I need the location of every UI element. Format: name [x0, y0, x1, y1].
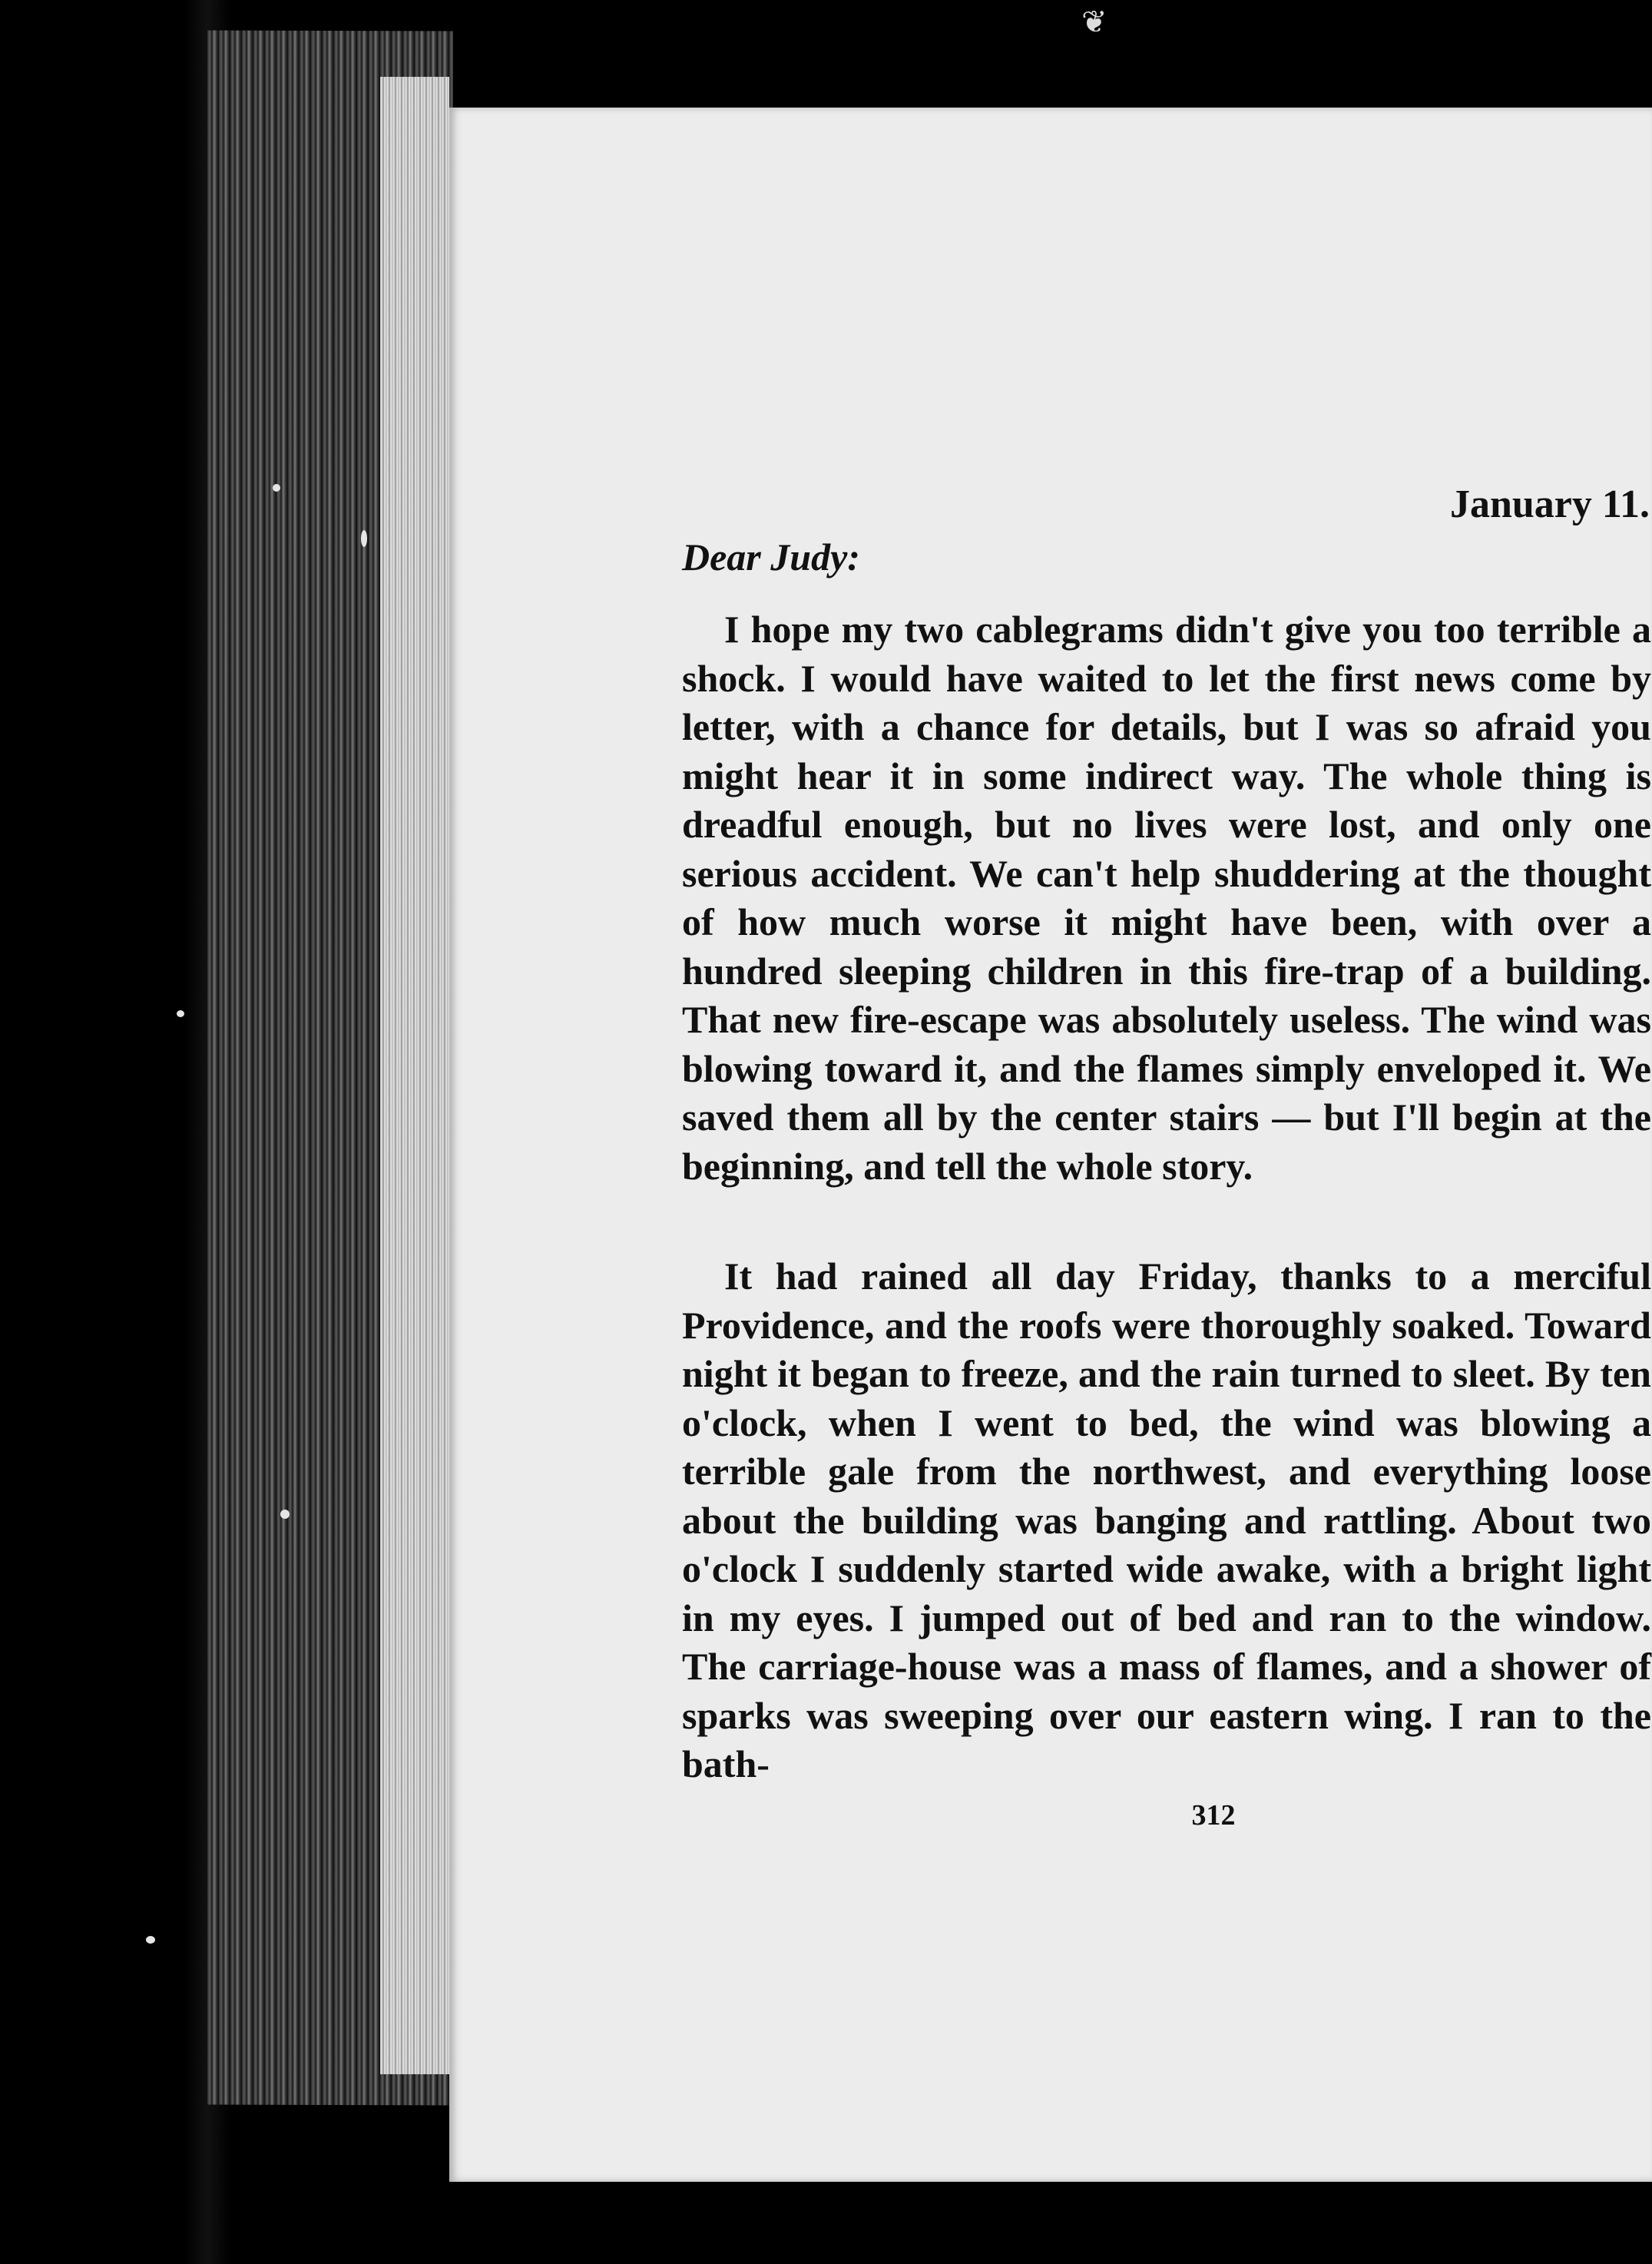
- letter-dateline: January 11.: [1449, 482, 1650, 526]
- page-number: 312: [1191, 1799, 1236, 1831]
- dust-speck: [280, 1510, 290, 1519]
- dust-speck: [177, 1010, 184, 1017]
- page-stack-light-edges: [380, 77, 449, 2074]
- letter-salutation: Dear Judy:: [682, 535, 860, 578]
- paragraph-1: I hope my two cablegrams didn't give you too terrible a shock. I would have waited to let the first news come by letter, with a chance for details, but I was so afraid you might hear it in some indirect way. The whole thing is dreadful enough, but no lives were lost, and only one serious accident. We can't help shuddering at the thought of how much worse it might have been, with over a hundred sleeping children in this fire-trap of a building. That new fire-escape was absolutely useless. The wind was blowing toward it, and the flames simply enveloped it. We saved them all by the center stairs — but I'll begin at the beginning, and tell the whole story.: [682, 608, 1651, 1188]
- dust-speck: [361, 530, 367, 547]
- dust-speck: [146, 1936, 155, 1944]
- scan-blemish: ❦: [1081, 5, 1107, 39]
- dust-speck: [273, 484, 280, 492]
- paragraph-2: It had rained all day Friday, thanks to a merciful Providence, and the roofs were thoroughly soaked. Toward night it began to freeze, and the rain turned to sleet. By ten o'clock, when I went to bed, the wind was blowing a terrible gale from the northwest, and everything loose about the building was banging and rattling. About two o'clock I suddenly started wide awake, with a bright light in my eyes. I jumped out of bed and ran to the window. The carriage-house was a mass of flames, and a shower of sparks was sweeping over our eastern wing. I ran to the bath-: [682, 1255, 1651, 1785]
